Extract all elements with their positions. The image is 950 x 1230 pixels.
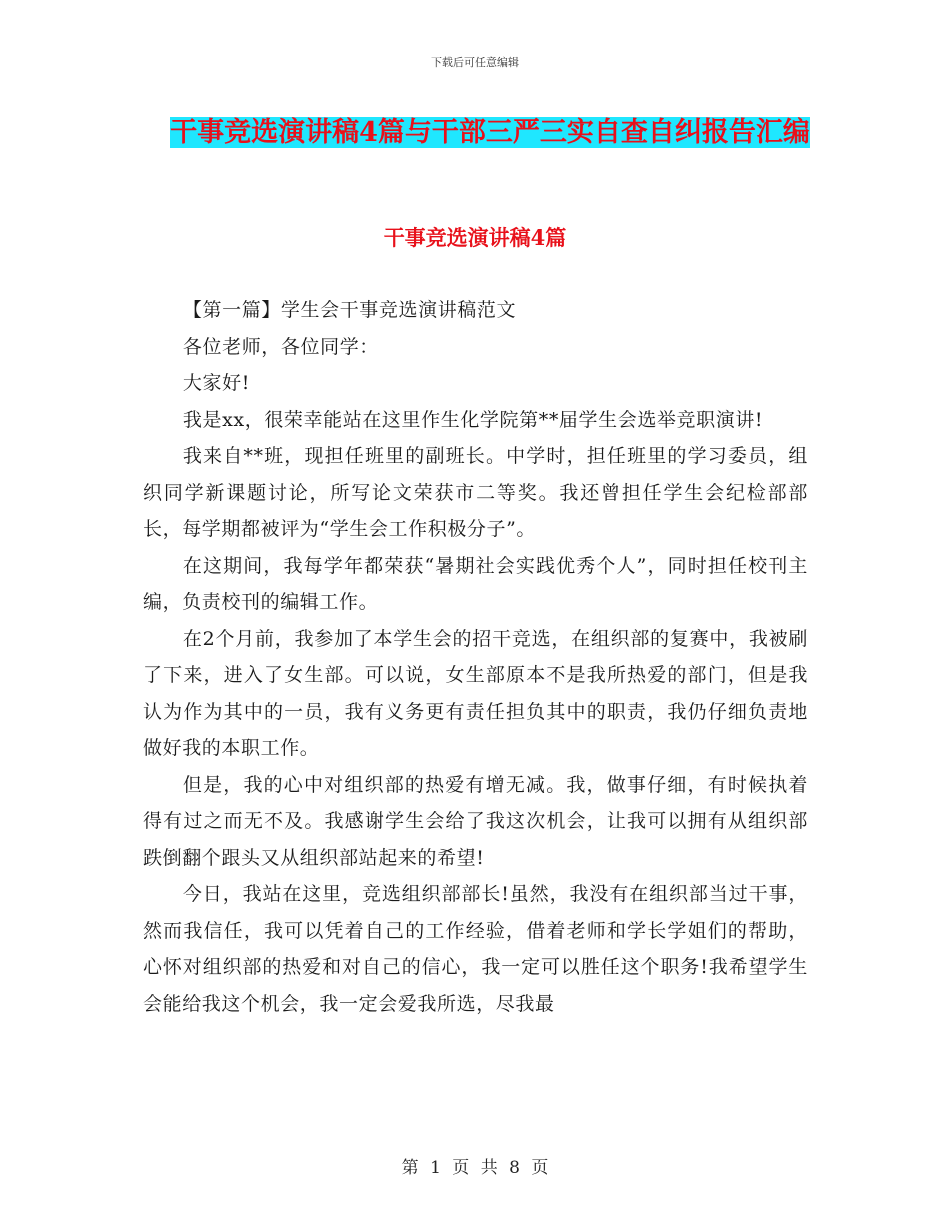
paragraph: 在这期间，我每学年都荣获“暑期社会实践优秀个人”，同时担任校刊主编，负责校刊的编辑工作。 [143,554,808,613]
header-note: 下载后可任意编辑 [431,56,519,69]
section-title: 干事竞选演讲稿4篇 [383,225,567,250]
document-title-text: 干事竞选演讲稿4篇与干部三严三实自查自纠报告汇编 [170,117,810,148]
document-title [150,110,830,156]
paragraph: 在2个月前，我参加了本学生会的招干竞选，在组织部的复赛中，我被刷了下来，进入了女生部。可以说，女生部原本不是我所热爱的部门，但是我认为作为其中的一员，我有义务更有责任担负其中的职责，我仍仔细负责地做好我的本职工作。 [143,627,808,759]
paragraph: 各位老师，各位同学： [182,335,379,358]
paragraph: 我是xx，很荣幸能站在这里作生化学院第**届学生会选举竞职演讲! [182,408,764,431]
page-number-footer: 第 1 页 共 8 页 [401,1158,549,1178]
paragraph: 我来自**班，现担任班里的副班长。中学时，担任班里的学习委员，组织同学新课题讨论，所写论文荣获市二等奖。我还曾担任学生会纪检部部长，每学期都被评为“学生会工作积极分子”。 [143,445,808,540]
paragraph: 但是，我的心中对组织部的热爱有增无减。我，做事仔细，有时候执着得有过之而无不及。我感谢学生会给了我这次机会，让我可以拥有从组织部跌倒翻个跟头又从组织部站起来的希望! [143,773,808,869]
paragraph: 今日，我站在这里，竞选组织部部长!虽然，我没有在组织部当过干事，然而我信任，我可以凭着自己的工作经验，借着老师和学长学姐们的帮助，心怀对组织部的热爱和对自己的信心，我一定可以胜任这个职务!我希望学生会能给我这个机会，我一定会爱我所选，尽我最 [143,883,808,1015]
paragraph: 【第一篇】学生会干事竞选演讲稿范文 [182,299,517,321]
paragraph: 大家好! [182,372,250,394]
document-body [143,292,808,1022]
